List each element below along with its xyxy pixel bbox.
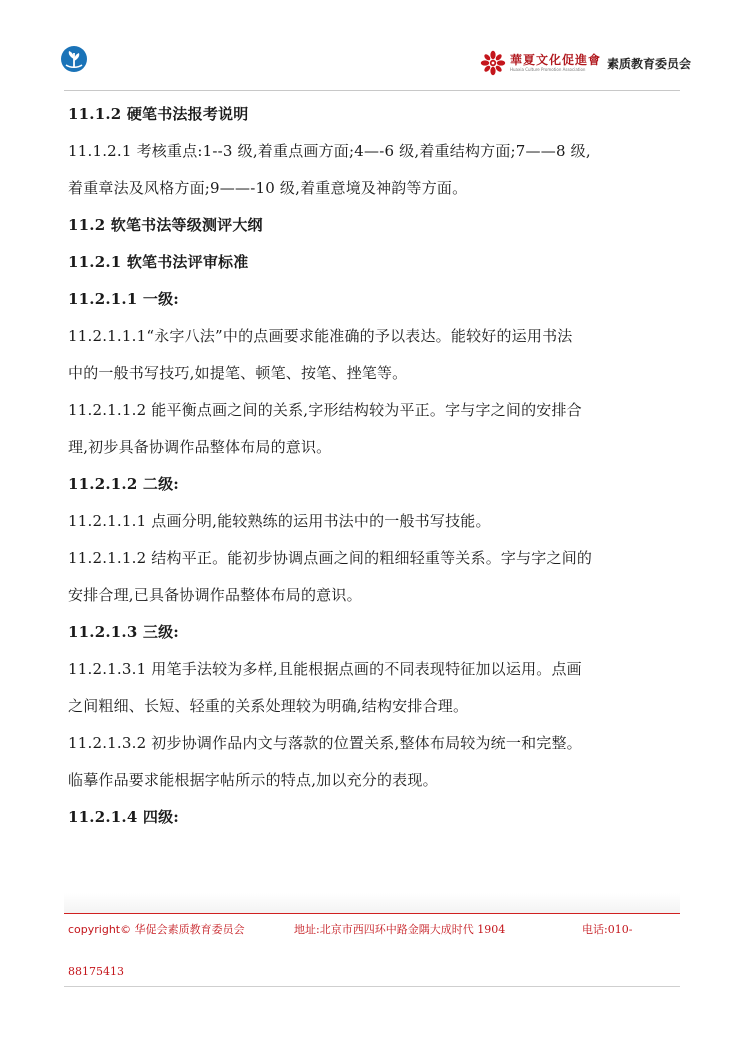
section-heading: 11.2.1.1 一级: bbox=[68, 290, 180, 308]
section-heading: 11.2.1.3 三级: bbox=[68, 623, 180, 641]
brand-chinese-name: 華夏文化促進會 bbox=[510, 53, 602, 67]
body-text-line: 11.2.1.3.1 用笔手法较为多样,且能根据点画的不同表现特征加以运用。点画 bbox=[68, 660, 582, 678]
footer-telephone-number: 88175413 bbox=[68, 965, 124, 978]
footer-divider-red bbox=[64, 913, 680, 914]
footer-band bbox=[64, 893, 680, 913]
section-heading: 11.2 软笔书法等级测评大纲 bbox=[68, 216, 263, 234]
body-text-line: 安排合理,已具备协调作品整体布局的意识。 bbox=[68, 586, 362, 604]
body-text-line: 11.2.1.1.1 点画分明,能较熟练的运用书法中的一般书写技能。 bbox=[68, 512, 491, 530]
association-emblem-icon bbox=[60, 45, 88, 73]
brand-logo bbox=[480, 50, 691, 76]
body-text-line: 临摹作品要求能根据字帖所示的特点,加以充分的表现。 bbox=[68, 771, 438, 789]
document-body bbox=[68, 96, 680, 836]
body-text-line: 11.2.1.3.2 初步协调作品内文与落款的位置关系,整体布局较为统一和完整。 bbox=[68, 734, 582, 752]
page-footer bbox=[68, 920, 680, 940]
section-heading: 11.2.1.4 四级: bbox=[68, 808, 180, 826]
body-text-line: 11.2.1.1.2 能平衡点画之间的关系,字形结构较为平正。字与字之间的安排合 bbox=[68, 401, 582, 419]
flower-logo-icon bbox=[480, 50, 506, 76]
header-divider bbox=[64, 90, 680, 91]
body-text-line: 11.2.1.1.2 结构平正。能初步协调点画之间的粗细轻重等关系。字与字之间的 bbox=[68, 549, 593, 567]
footer-copyright: copyright© 华促会素质教育委员会 bbox=[68, 923, 245, 936]
brand-english-name: Huaxia Culture Promotion Association bbox=[510, 67, 586, 72]
body-text-line: 11.2.1.1.1“永字八法”中的点画要求能准确的予以表达。能较好的运用书法 bbox=[68, 327, 573, 345]
body-text-line: 着重章法及风格方面;9——-10 级,着重意境及神韵等方面。 bbox=[68, 179, 468, 197]
footer-telephone-label: 电话:010- bbox=[582, 923, 633, 936]
page-header bbox=[0, 0, 740, 92]
section-heading: 11.2.1.2 二级: bbox=[68, 475, 180, 493]
committee-name: 素质教育委员会 bbox=[607, 56, 692, 71]
footer-divider-gray bbox=[64, 986, 680, 987]
body-text-line: 之间粗细、长短、轻重的关系处理较为明确,结构安排合理。 bbox=[68, 697, 469, 715]
body-text-line: 11.1.2.1 考核重点:1--3 级,着重点画方面;4—-6 级,着重结构方面;7——8 级, bbox=[68, 142, 591, 160]
body-text-line: 中的一般书写技巧,如提笔、顿笔、按笔、挫笔等。 bbox=[68, 364, 408, 382]
section-heading: 11.1.2 硬笔书法报考说明 bbox=[68, 105, 249, 123]
footer-address: 地址:北京市西四环中路金隅大成时代 1904 bbox=[294, 923, 506, 936]
body-text-line: 理,初步具备协调作品整体布局的意识。 bbox=[68, 438, 332, 456]
section-heading: 11.2.1 软笔书法评审标准 bbox=[68, 253, 249, 271]
